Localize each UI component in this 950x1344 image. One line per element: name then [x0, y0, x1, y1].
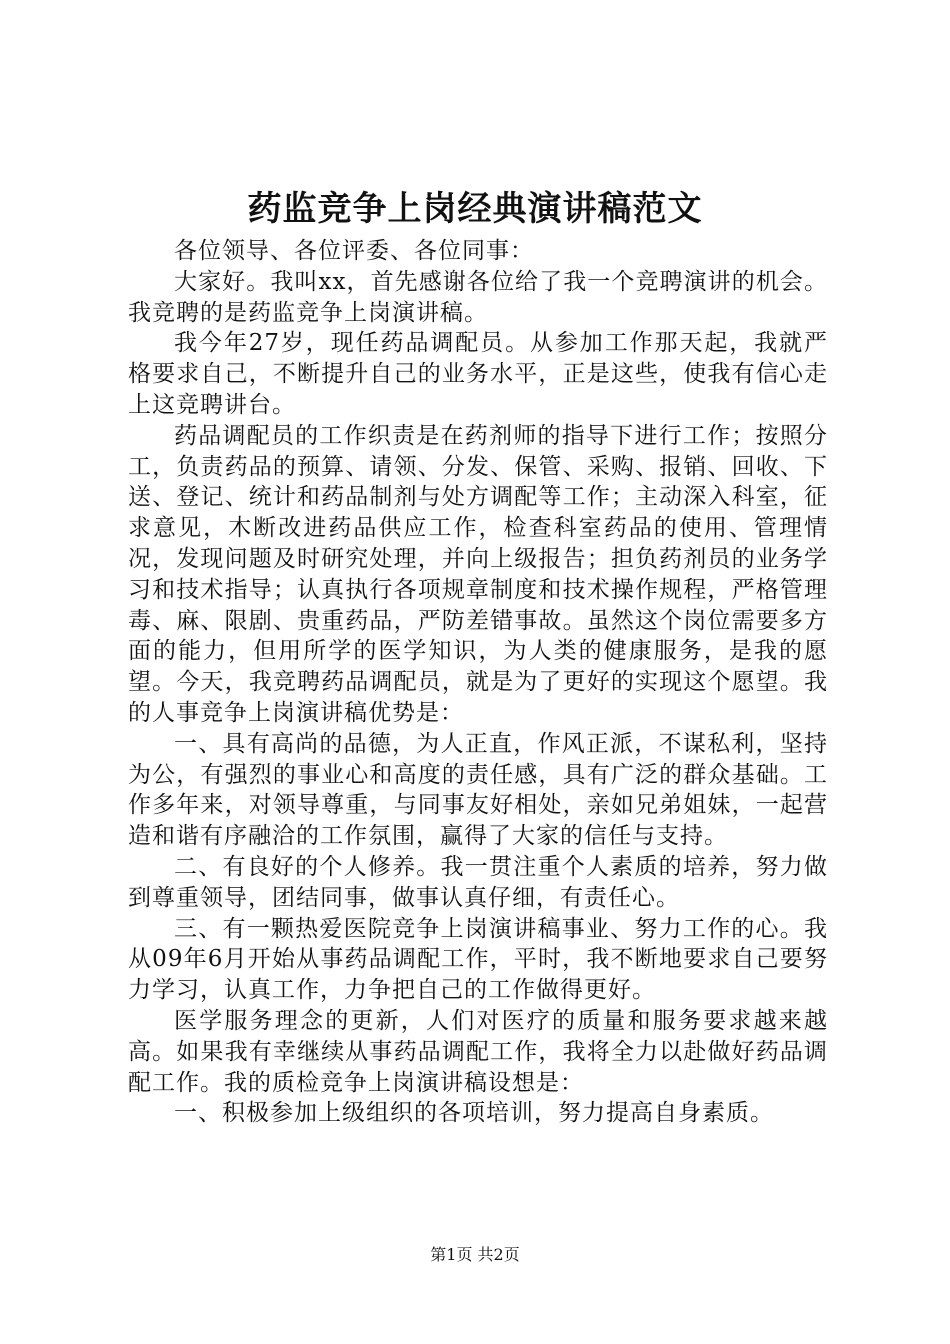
- paragraph: 医学服务理念的更新，人们对医疗的质量和服务要求越来越高。如果我有幸继续从事药品调配工作，我将全力以赴做好药品调配工作。我的质检竞争上岗演讲稿设想是：: [128, 1007, 828, 1096]
- paragraph: 一、积极参加上级组织的各项培训，努力提高自身素质。: [174, 1100, 774, 1127]
- paragraph: 我今年27岁，现任药品调配员。从参加工作那天起，我就严格要求自己，不断提升自己的业务水平，正是这些，使我有信心走上这竞聘讲台。: [128, 330, 828, 418]
- paragraph: 药品调配员的工作织责是在药剂师的指导下进行工作；按照分工，负责药品的预算、请领、分发、保管、采购、报销、回收、下送、登记、统计和药品制剂与处方调配等工作；主动深入科室，征求意见，木断改进药品供应工作，检查科室药品的使用、管理情况，发现问题及时研究处理，并向上级报告；担负药剂员的业务学习和技术指导；认真执行各项规章制度和技术操作规程，严格管理毒、麻、限剧、贵重药品，严防差错事故。虽然这个岗位需要多方面的能力，但用所学的医学知识，为人类的健康服务，是我的愿望。今天，我竞聘药品调配员，就是为了更好的实现这个愿望。我的人事竞争上岗演讲稿优势是：: [128, 422, 828, 726]
- paragraph: 三、有一颗热爱医院竞争上岗演讲稿事业、努力工作的心。我从09年6月开始从事药品调配工作，平时，我不断地要求自己要努力学习，认真工作，力争把自己的工作做得更好。: [128, 915, 828, 1004]
- paragraph: 大家好。我叫xx，首先感谢各位给了我一个竞聘演讲的机会。我竞聘的是药监竞争上岗演讲稿。: [128, 268, 828, 326]
- paragraph: 二、有良好的个人修养。我一贯注重个人素质的培养，努力做到尊重领导，团结同事，做事认真仔细，有责任心。: [128, 853, 828, 911]
- page-footer: 第1页 共2页: [430, 1245, 520, 1264]
- document-body: [128, 236, 828, 1129]
- paragraph: 一、具有高尚的品德，为人正直，作风正派，不谋私利，坚持为公，有强烈的事业心和高度的责任感，具有广泛的群众基础。工作多年来，对领导尊重，与同事友好相处，亲如兄弟姐妹，一起营造和谐有序融洽的工作氛围，赢得了大家的信任与支持。: [128, 730, 828, 850]
- document-title: 药监竞争上岗经典演讲稿范文: [247, 189, 703, 229]
- paragraph: 各位领导、各位评委、各位同事：: [174, 238, 534, 264]
